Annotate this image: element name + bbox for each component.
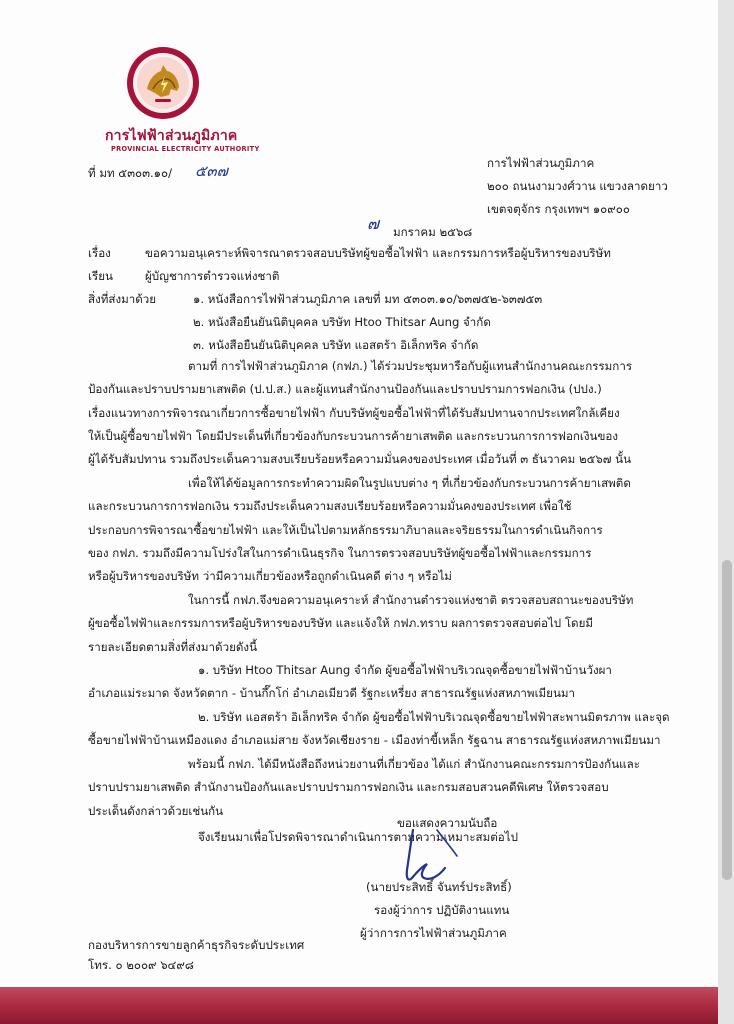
company-item-1-line: อำเภอแม่ระมาด จังหวัดตาก - บ้านกึ๊กโก่ อำเภอเมียวดี รัฐกะเหรี่ยง สาธารณรัฐแห่งสหภาพเมียนมา xyxy=(88,686,576,701)
footer-phone: โทร. ๐ ๒๐๐๙ ๖๔๙๘ xyxy=(88,958,194,972)
bottom-color-band xyxy=(0,987,718,1024)
company-item-2 xyxy=(88,706,670,753)
subject-text: ขอความอนุเคราะห์พิจารณาตรวจสอบบริษัทผู้ขอซื้อไฟฟ้า และกรรมการหรือผู้บริหารของบริษัท xyxy=(145,246,611,260)
address-line-1: การไฟฟ้าส่วนภูมิภาค xyxy=(487,156,595,170)
paragraph-3-line: ในการนี้ กฟภ.จึงขอความอนุเคราะห์ สำนักงานตำรวจแห่งชาติ ตรวจสอบสถานะของบริษัท xyxy=(188,593,634,607)
signature-mark xyxy=(393,826,463,886)
paragraph-4-line: ปราบปรามยาเสพติด สำนักงานป้องกันและปราบปรามการฟอกเงิน และกรมสอบสวนคดีพิเศษ ให้ตรวจสอบ xyxy=(88,780,609,795)
enclosures-label: สิ่งที่ส่งมาด้วย xyxy=(88,292,157,306)
company-item-2-line: ซื้อขายไฟฟ้าบ้านเหมืองแดง อำเภอแม่สาย จังหวัดเชียงราย - เมืองท่าขี้เหล็ก รัฐฉาน สาธารณรัฐแห่งสหภาพเมียนมา xyxy=(88,733,661,748)
paragraph-1-line: ป้องกันและปราบปรามยาเสพติด (ป.ป.ส.) และผู้แทนสำนักงานป้องกันและปราบปรามการฟอกเงิน (ปปง.) xyxy=(88,382,602,397)
scrollbar-thumb[interactable] xyxy=(722,560,732,880)
paragraph-3-line: รายละเอียดตามสิ่งที่ส่งมาด้วยดังนี้ xyxy=(88,639,258,654)
recipient-label: เรียน xyxy=(88,269,113,283)
enclosure-item-2: ๒. หนังสือยืนยันนิติบุคคล บริษัท Htoo Thitsar Aung จำกัด xyxy=(193,315,491,329)
enclosure-item-1: ๑. หนังสือการไฟฟ้าส่วนภูมิภาค เลขที่ มท ๕๓๐๓.๑๐/๖๓๗๕๒-๖๓๗๕๓ xyxy=(193,292,543,306)
reference-handwritten: ๕๓๗ xyxy=(195,162,228,180)
recipient-text: ผู้บัญชาการตำรวจแห่งชาติ xyxy=(145,269,280,283)
enclosure-item-3: ๓. หนังสือยืนยันนิติบุคคล บริษัท แอสตร้า อิเล็กทริค จำกัด xyxy=(193,338,479,352)
paragraph-1-line: ผู้ได้รับสัมปทาน รวมถึงประเด็นความสงบเรียบร้อยหรือความมั่นคงของประเทศ เมื่อวันที่ ๓ ธันวาคม ๒๕๖๗ นั้น xyxy=(88,452,632,467)
signer-title-2: ผู้ว่าการการไฟฟ้าส่วนภูมิภาค xyxy=(360,926,507,940)
paragraph-2-line: และกระบวนการการฟอกเงิน รวมถึงประเด็นความสงบเรียบร้อยหรือความมั่นคงของประเทศ เพื่อใช้ xyxy=(88,499,572,514)
signer-name: (นายประสิทธิ์ จันทร์ประสิทธิ์) xyxy=(366,880,512,894)
company-item-2-line: ๒. บริษัท แอสตร้า อิเล็กทริค จำกัด ผู้ขอซื้อไฟฟ้าบริเวณจุดซื้อขายไฟฟ้าสะพานมิตรภาพ และจุด xyxy=(198,710,670,724)
paragraph-1-line: เรื่องแนวทางการพิจารณาเกี่ยวการซื้อขายไฟฟ้า กับบริษัทผู้ขอซื้อไฟฟ้าที่ได้รับสัมปทานจากประเทศใกล้เคียง xyxy=(88,405,620,420)
closing-regards: ขอแสดงความนับถือ xyxy=(397,816,498,830)
reference-number: ที่ มท ๕๓๐๓.๑๐/ xyxy=(88,166,173,180)
company-item-1 xyxy=(88,659,612,706)
pea-seal-logo xyxy=(125,45,201,121)
page-edge xyxy=(718,0,734,1024)
paragraph-1-line: ให้เป็นผู้ซื้อขายไฟฟ้า โดยมีประเด็นที่เกี่ยวข้องกับกระบวนการค้ายาเสพติด และกระบวนการการฟอกเงินของ xyxy=(88,428,619,443)
paragraph-3 xyxy=(88,589,633,659)
paragraph-2-line: ประกอบการพิจารณาซื้อขายไฟฟ้า และให้เป็นไปตามหลักธรรมาภิบาลและจริยธรรมในการดำเนินกิจการ xyxy=(88,522,603,537)
paragraph-1-line: ตามที่ การไฟฟ้าส่วนภูมิภาค (กฟภ.) ได้ร่วมประชุมหารือกับผู้แทนสำนักงานคณะกรรมการ xyxy=(188,359,633,373)
footer-department: กองบริหารการขายลูกค้าธุรกิจระดับประเทศ xyxy=(88,938,305,952)
date-day-handwritten: ๗ xyxy=(367,214,380,233)
paragraph-4 xyxy=(88,753,640,823)
paragraph-4-line: พร้อมนี้ กฟภ. ได้มีหนังสือถึงหน่วยงานที่เกี่ยวข้อง ได้แก่ สำนักงานคณะกรรมการป้องกันและ xyxy=(188,757,640,771)
subject-label: เรื่อง xyxy=(88,246,111,260)
signer-title-1: รองผู้ว่าการ ปฏิบัติงานแทน xyxy=(374,903,510,917)
paragraph-2-line: ของ กฟภ. รวมถึงมีความโปร่งใสในการดำเนินธุรกิจ ในการตรวจสอบบริษัทผู้ขอซื้อไฟฟ้าและกรรมการ xyxy=(88,545,592,560)
paragraph-2-line: เพื่อให้ได้ข้อมูลการกระทำความผิดในรูปแบบต่าง ๆ ที่เกี่ยวข้องกับกระบวนการค้ายาเสพติด xyxy=(188,476,631,490)
org-name-english: PROVINCIAL ELECTRICITY AUTHORITY xyxy=(111,145,260,153)
paragraph-1 xyxy=(88,355,632,471)
paragraph-2 xyxy=(88,472,631,588)
org-name-thai: การไฟฟ้าส่วนภูมิภาค xyxy=(105,128,238,144)
address-line-3: เขตจตุจักร กรุงเทพฯ ๑๐๙๐๐ xyxy=(487,202,630,216)
closing-request: จึงเรียนมาเพื่อโปรดพิจารณาดำเนินการตามความเหมาะสมต่อไป xyxy=(198,830,518,844)
company-item-1-line: ๑. บริษัท Htoo Thitsar Aung จำกัด ผู้ขอซื้อไฟฟ้าบริเวณจุดซื้อขายไฟฟ้าบ้านวังผา xyxy=(198,663,612,677)
address-line-2: ๒๐๐ ถนนงามวงศ์วาน แขวงลาดยาว xyxy=(487,179,668,193)
paragraph-3-line: ผู้ขอซื้อไฟฟ้าและกรรมการหรือผู้บริหารของบริษัท และแจ้งให้ กฟภ.ทราบ ผลการตรวจสอบต่อไป โดยมี xyxy=(88,616,594,631)
date-month-year: มกราคม ๒๕๖๘ xyxy=(393,225,473,239)
paragraph-2-line: หรือผู้บริหารของบริษัท ว่ามีความเกี่ยวข้องหรือถูกดำเนินคดี ต่าง ๆ หรือไม่ xyxy=(88,569,452,584)
paragraph-4-line: ประเด็นดังกล่าวด้วยเช่นกัน xyxy=(88,803,224,818)
